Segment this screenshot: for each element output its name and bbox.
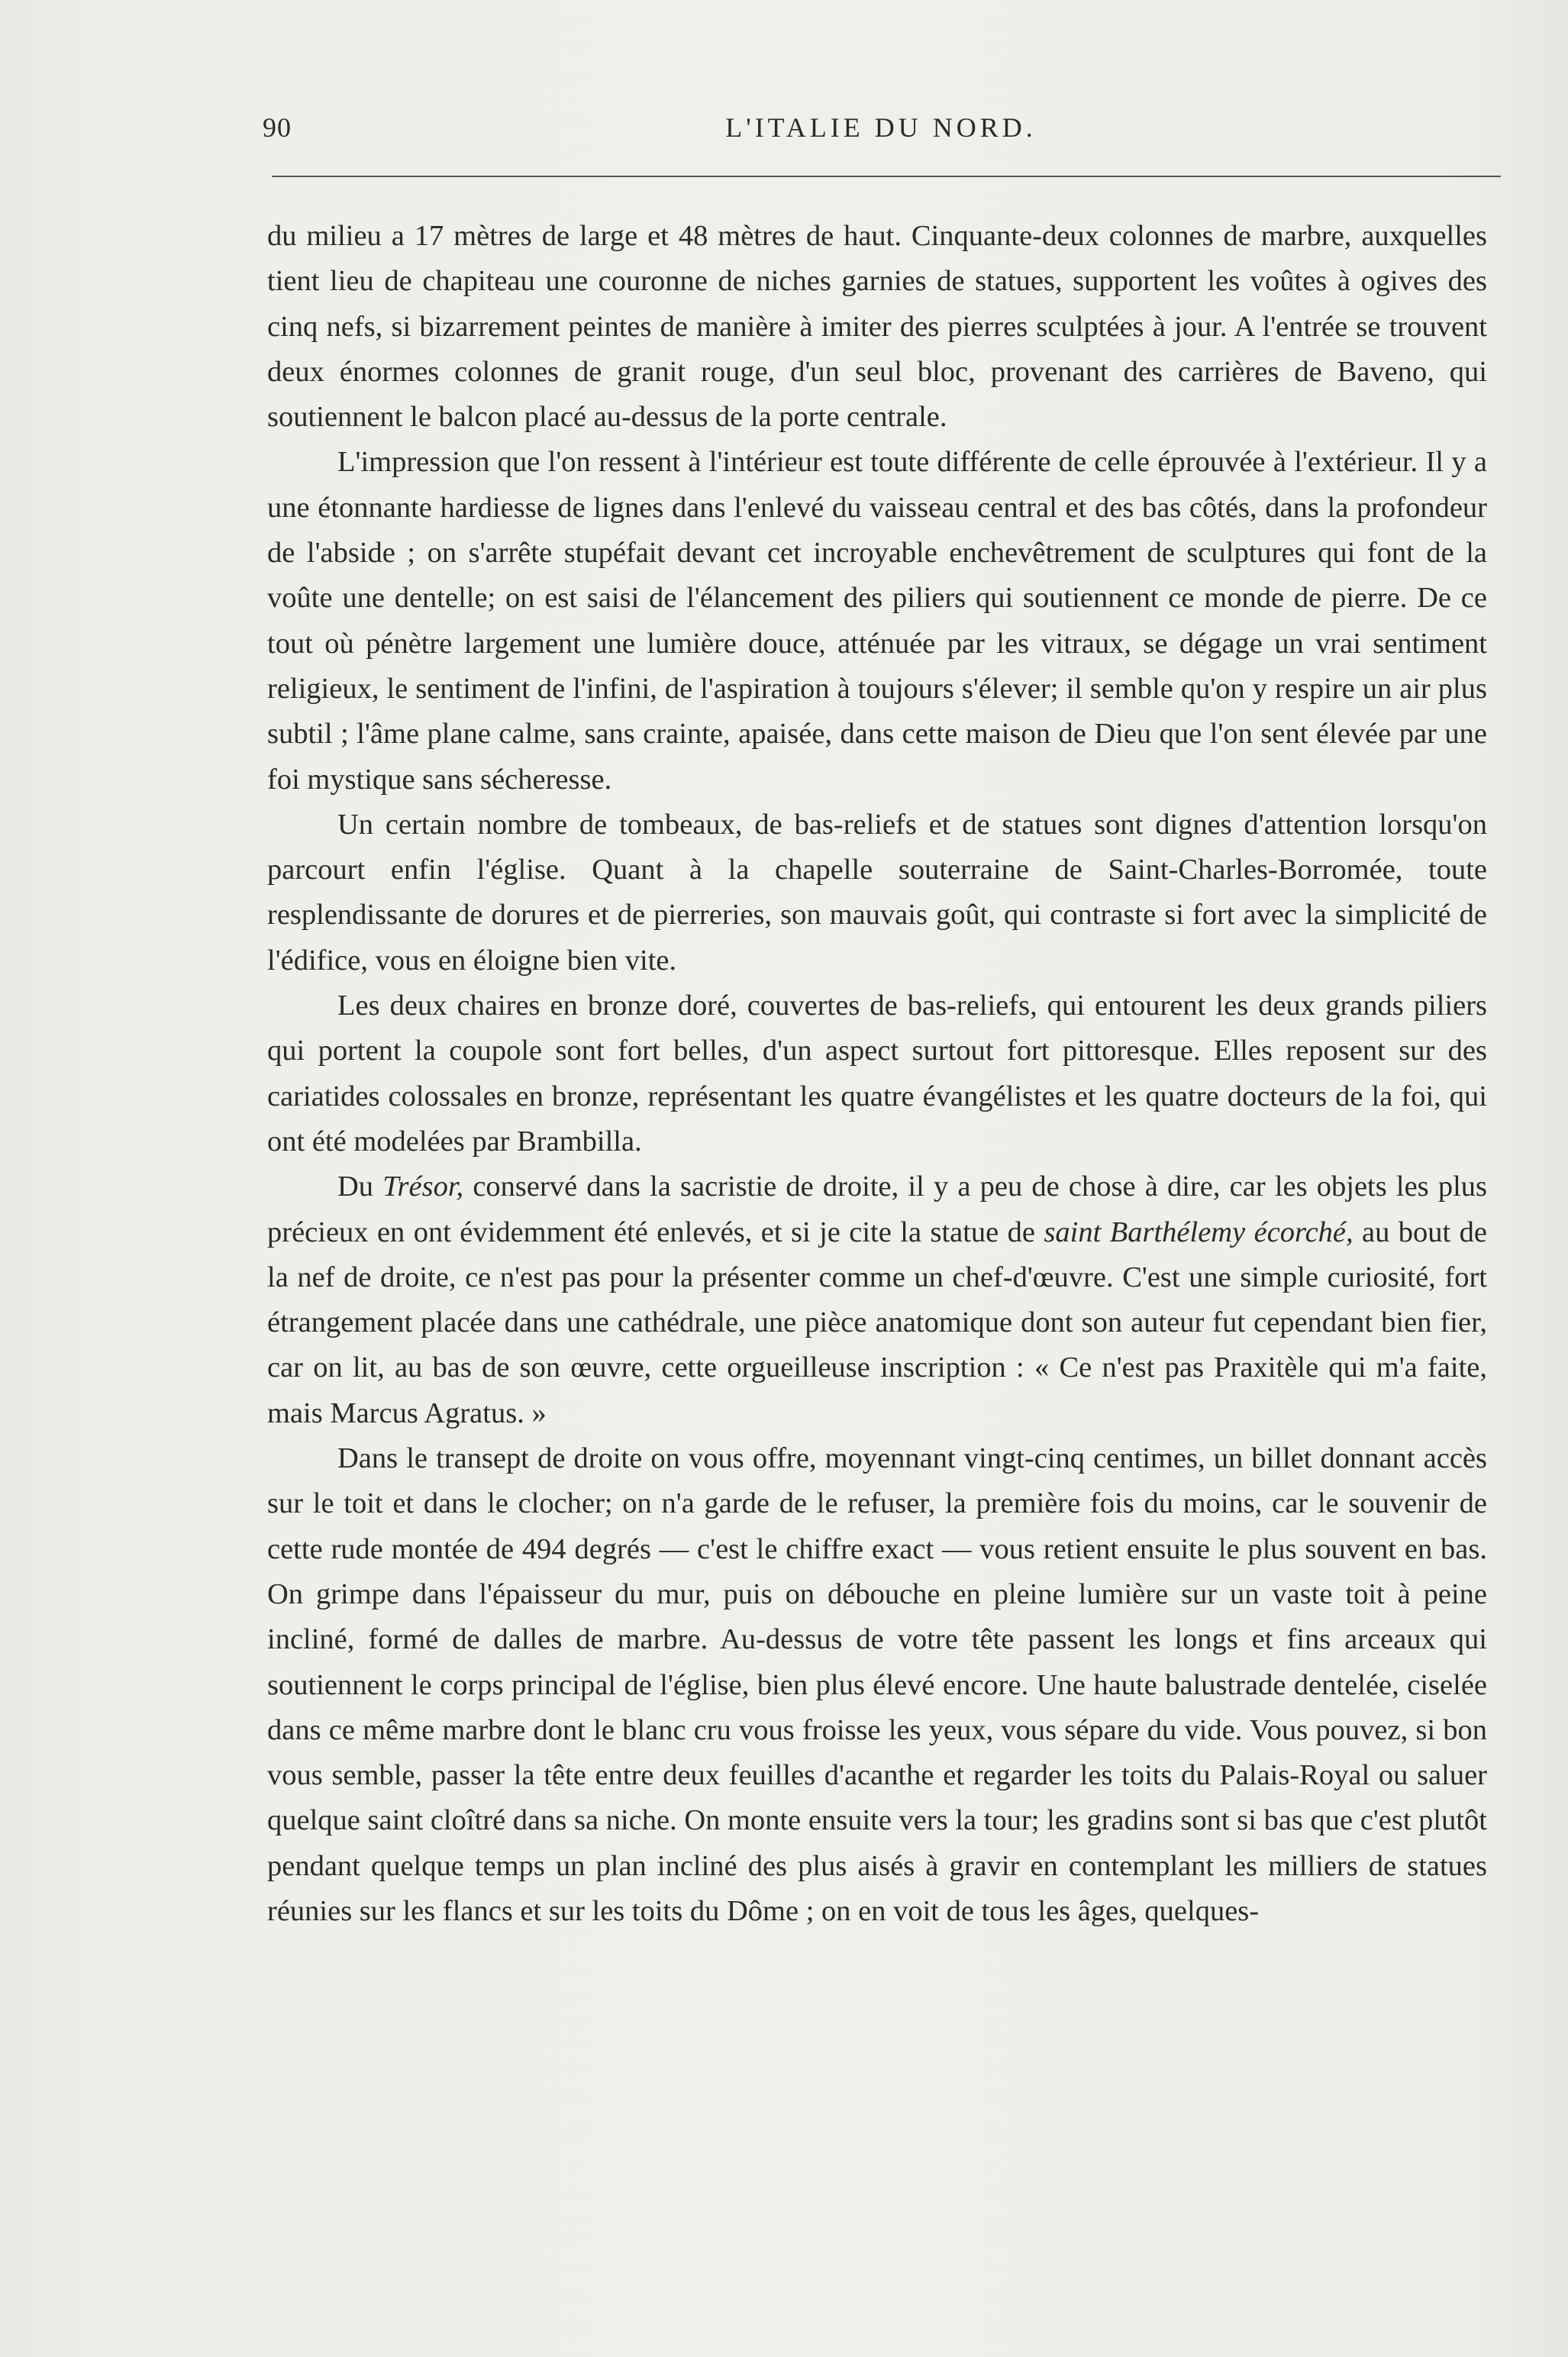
- header-rule: [272, 176, 1501, 177]
- running-title: L'ITALIE DU NORD.: [725, 112, 1037, 143]
- running-head: [263, 111, 1499, 157]
- paragraph: Un certain nombre de tombeaux, de bas-reliefs et de statues sont dignes d'attention lorsqu'on parcourt enfin l'église. Quant à la chapelle souterraine de Saint-Charles-Borromée, toute resplendissante de dorures et de pierreries, son mauvais goût, qui contraste si fort avec la simplicité de l'édifice, vous en éloigne bien vite.: [267, 808, 1487, 977]
- paragraph: L'impression que l'on ressent à l'intérieur est toute différente de celle éprouvée à l'extérieur. Il y a une étonnante hardiesse de lignes dans l'enlevé du vaisseau central et des bas côtés, dans la profondeur de l'abside ; on s'arrête stupéfait devant cet incroyable enchevêtrement de sculptures qui font de la voûte une dentelle; on est saisi de l'élancement des piliers qui soutiennent ce monde de pierre. De ce tout où pénètre largement une lumière douce, atténuée par les vitraux, se dégage un vrai sentiment religieux, le sentiment de l'infini, de l'aspiration à toujours s'élever; il semble qu'on y respire un air plus subtil ; l'âme plane calme, sans crainte, apaisée, dans cette maison de Dieu que l'on sent élevée par une foi mystique sans sécheresse.: [267, 446, 1487, 796]
- italic-text: Trésor,: [382, 1170, 464, 1203]
- italic-text: saint Barthélemy écorché,: [1044, 1216, 1353, 1248]
- page-number: 90: [263, 112, 292, 143]
- body-text: [267, 214, 1487, 1934]
- paragraph: Les deux chaires en bronze doré, couvertes de bas-reliefs, qui entourent les deux grands piliers qui portent la coupole sont fort belles, d'un aspect surtout fort pittoresque. Elles reposent sur des cariatides colossales en bronze, représentant les quatre évangélistes et les quatre docteurs de la foi, qui ont été modelées par Brambilla.: [267, 990, 1487, 1158]
- paragraph: Dans le transept de droite on vous offre, moyennant vingt-cinq centimes, un billet donnant accès sur le toit et dans le clocher; on n'a garde de le refuser, la première fois du moins, car le souvenir de cette rude montée de 494 degrés — c'est le chiffre exact — vous retient ensuite le plus souvent en bas. On grimpe dans l'épaisseur du mur, puis on débouche en pleine lumière sur un vaste toit à peine incliné, formé de dalles de marbre. Au-dessus de votre tête passent les longs et fins arceaux qui soutiennent le corps principal de l'église, bien plus élevé encore. Une haute balustrade dentelée, ciselée dans ce même marbre dont le blanc cru vous froisse les yeux, vous sépare du vide. Vous pouvez, si bon vous semble, passer la tête entre deux feuilles d'acanthe et regarder les toits du Palais-Royal ou saluer quelque saint cloîtré dans sa niche. On monte ensuite vers la tour; les gradins sont si bas que c'est plutôt pendant quelque temps un plan incliné des plus aisés à gravir en contemplant les milliers de statues réunies sur les flancs et sur les toits du Dôme ; on en voit de tous les âges, quelques-: [267, 1442, 1487, 1927]
- paragraph: du milieu a 17 mètres de large et 48 mètres de haut. Cinquante-deux colonnes de marbre, auxquelles tient lieu de chapiteau une couronne de niches garnies de statues, supportent les voûtes à ogives des cinq nefs, si bizarrement peintes de manière à imiter des pierres sculptées à jour. A l'entrée se trouvent deux énormes colonnes de granit rouge, d'un seul bloc, provenant des carrières de Baveno, qui soutiennent le balcon placé au-dessus de la porte centrale.: [267, 220, 1487, 434]
- paragraph: Du Trésor, conservé dans la sacristie de droite, il y a peu de chose à dire, car les objets les plus précieux en ont évidemment été enlevés, et si je cite la statue de saint Barthélemy écorché, au bout de la nef de droite, ce n'est pas pour la présenter comme un chef-d'œuvre. C'est une simple curiosité, fort étrangement placée dans une cathédrale, une pièce anatomique dont son auteur fut cependant bien fier, car on lit, au bas de son œuvre, cette orgueilleuse inscription : « Ce n'est pas Praxitèle qui m'a faite, mais Marcus Agratus. »: [267, 1170, 1488, 1429]
